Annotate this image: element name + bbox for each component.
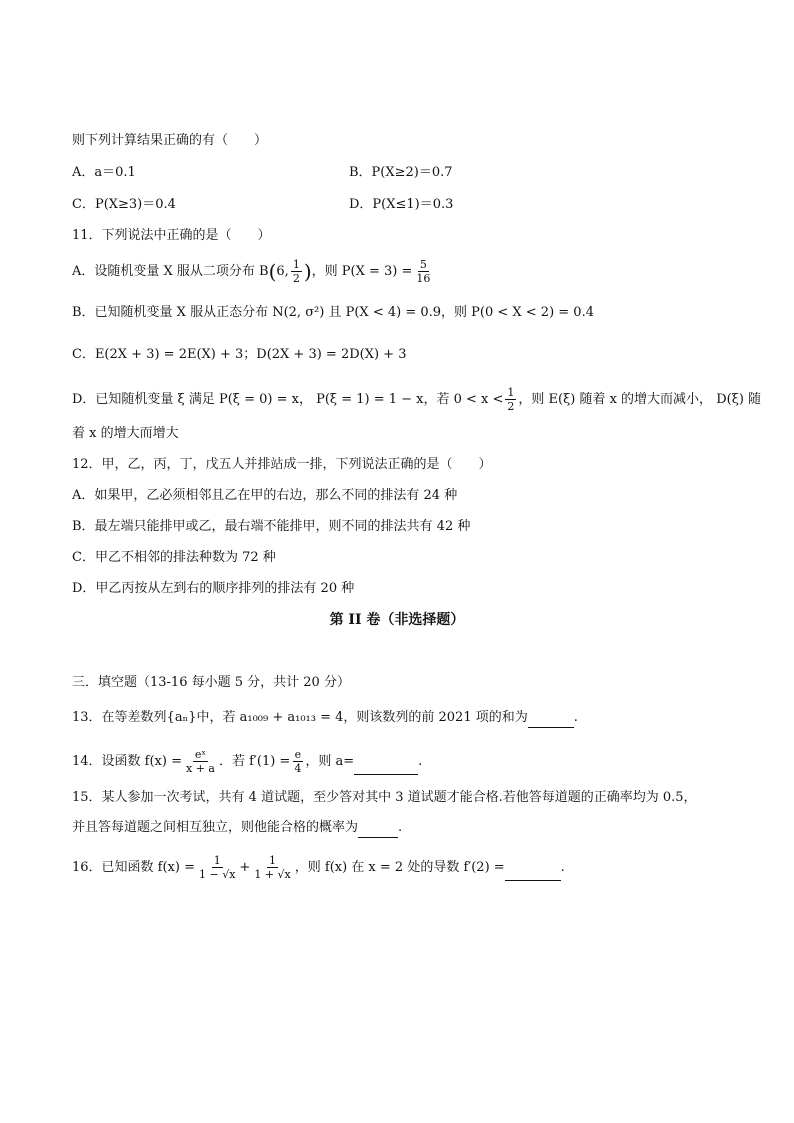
q10-option-d: D．P(X≤1)＝0.3 — [349, 197, 454, 212]
q16-answer-blank[interactable] — [505, 866, 561, 881]
q10-stem: 则下列计算结果正确的有（ ） — [72, 133, 268, 148]
q11-stem: 11．下列说法中正确的是（ ） — [72, 228, 271, 243]
q14-period: . — [418, 754, 423, 769]
q11-option-d-text: D．已知随机变量 ξ 满足 P(ξ = 0) = x， P(ξ = 1) = 1 − x，若 0 < x < — [72, 392, 504, 407]
q15-text: 并且答每道题之间相互独立，则他能合格的概率为 — [72, 820, 359, 835]
q13-answer-blank[interactable] — [528, 713, 574, 728]
fraction-one-half-d: $\frac{1}{2}$ — [507, 386, 515, 413]
q15-answer-blank[interactable] — [358, 823, 398, 838]
q11-option-a-text: A．设随机变量 X 服从二项分布 B — [72, 264, 269, 279]
q14 — [72, 748, 422, 775]
q13-text-pre: 13．在等差数列 — [72, 710, 167, 725]
q13 — [72, 708, 578, 728]
q11-option-b: B．已知随机变量 X 服从正态分布 N(2, σ²) 且 P(X < 4) = 0.9，则 P(0 < X < 2) = 0.4 — [72, 305, 594, 320]
q14-text-post: ，则 a= — [305, 754, 355, 769]
q13-sequence: {aₙ} — [166, 710, 197, 725]
q12-option-c: C．甲乙不相邻的排法种数为 72 种 — [72, 550, 276, 565]
q14-function-fraction: $\frac{\text{eˣ}}{x + a}$ — [186, 748, 215, 775]
q11-option-a-prob: ，则 P(X = 3) = — [311, 264, 413, 279]
q14-answer-blank[interactable] — [354, 760, 418, 775]
q16-text-mid: ，则 f(x) 在 x = 2 处的导数 f′(2) = — [294, 860, 505, 875]
q13-period: . — [573, 710, 578, 725]
fraction-five-sixteenths: $\frac{5}{16}$ — [416, 258, 431, 285]
q15-line2 — [72, 818, 402, 838]
q12-option-a: A．如果甲，乙必须相邻且乙在甲的右边，那么不同的排法有 24 种 — [72, 488, 458, 503]
q11-option-d-tail: ，则 E(ξ) 随着 x 的增大而减小， D(ξ) 随 — [518, 392, 762, 407]
q14-text-pre: 14．设函数 f(x) = — [72, 754, 182, 769]
q15-period: . — [398, 820, 403, 835]
q12-stem: 12．甲，乙，丙，丁，戊五人并排站成一排，下列说法正确的是（ ） — [72, 457, 492, 472]
q12-option-d: D．甲乙丙按从左到右的顺序排列的排法有 20 种 — [72, 581, 355, 596]
q13-text-mid: 中，若 a₁₀₀₉ + a₁₀₁₃ = 4，则该数列的前 2021 项的和为 — [196, 710, 528, 725]
q10-option-c: C．P(X≥3)＝0.4 — [72, 197, 176, 212]
q11-option-a-n: 6, — [276, 264, 289, 279]
q15-line1: 15．某人参加一次考试，共有 4 道试题，至少答对其中 3 道试题才能合格.若他答每道题的正确率均为 0.5， — [72, 790, 697, 805]
q11-option-d-continued: 着 x 的增大而增大 — [72, 426, 179, 441]
q11-option-d — [72, 386, 761, 413]
q16-text-pre: 16．已知函数 f(x) = — [72, 860, 195, 875]
section-title: 第 II 卷（非选择题） — [329, 612, 465, 628]
q14-derivative-fraction: $\frac{e}{4}$ — [294, 748, 302, 775]
fraction-one-half: $\frac{1}{2}$ — [292, 258, 300, 285]
q16-fraction-a: $\frac{1}{1 - √x}$ — [199, 854, 236, 881]
q12-option-b: B．最左端只能排甲或乙，最右端不能排甲，则不同的排法共有 42 种 — [72, 519, 471, 534]
q14-text-mid: ．若 f′(1) = — [218, 754, 291, 769]
q16-period: . — [560, 860, 565, 875]
q16-fraction-b: $\frac{1}{1 + √x}$ — [254, 854, 291, 881]
q11-option-a: A．设随机变量 X 服从二项分布 B(6, $\frac{1}{2}$ )，则 P(X = 3) = $\frac{5}{16}$ — [72, 258, 431, 285]
q10-option-b: B．P(X≥2)＝0.7 — [349, 165, 453, 180]
q11-option-c: C．E(2X + 3) = 2E(X) + 3；D(2X + 3) = 2D(X) + 3 — [72, 347, 407, 362]
part3-title: 三．填空题（13-16 每小题 5 分，共计 20 分） — [72, 675, 350, 690]
q16: 16．已知函数 f(x) = $\frac{1}{1 - √x}$ + $\frac{1}{1 + √x}$ ，则 f(x) 在 x = 2 处的导数 f′(2) = . — [72, 854, 565, 881]
q10-option-a: A．a＝0.1 — [72, 165, 136, 180]
